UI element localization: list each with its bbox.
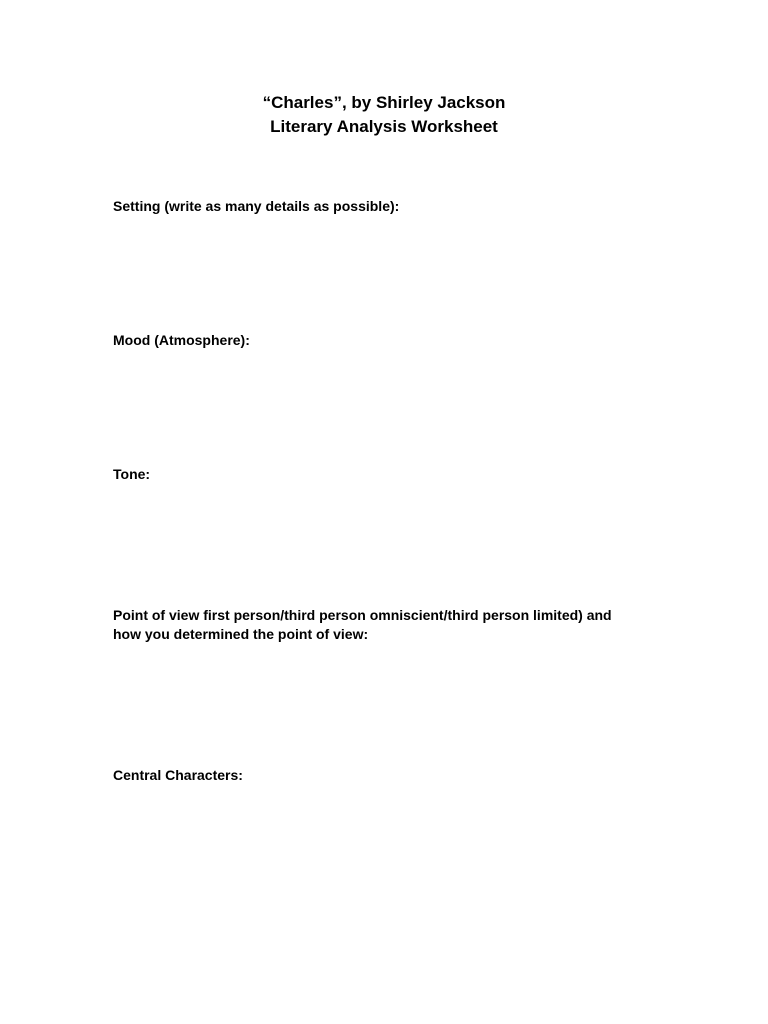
point-of-view-prompt-line2: how you determined the point of view: (113, 626, 369, 642)
tone-prompt (113, 465, 683, 484)
central-characters-prompt-text: Central Characters: (113, 767, 243, 783)
central-characters-answer-space (113, 792, 683, 992)
mood-answer-space (113, 356, 683, 456)
point-of-view-prompt (113, 606, 683, 644)
point-of-view-answer-space (113, 650, 683, 755)
setting-prompt (113, 197, 683, 216)
point-of-view-prompt-line1: Point of view first person/third person omniscient/third person limited) and (113, 607, 612, 623)
document-subtitle: Literary Analysis Worksheet (270, 117, 498, 136)
mood-prompt-text: Mood (Atmosphere): (113, 332, 250, 348)
worksheet-header (0, 91, 768, 139)
setting-answer-space (113, 222, 683, 322)
mood-prompt (113, 331, 683, 350)
tone-answer-space (113, 490, 683, 595)
document-title: “Charles”, by Shirley Jackson (262, 93, 506, 112)
central-characters-prompt (113, 766, 683, 785)
tone-prompt-text: Tone: (113, 466, 151, 482)
setting-prompt-text: Setting (write as many details as possible): (113, 198, 400, 214)
